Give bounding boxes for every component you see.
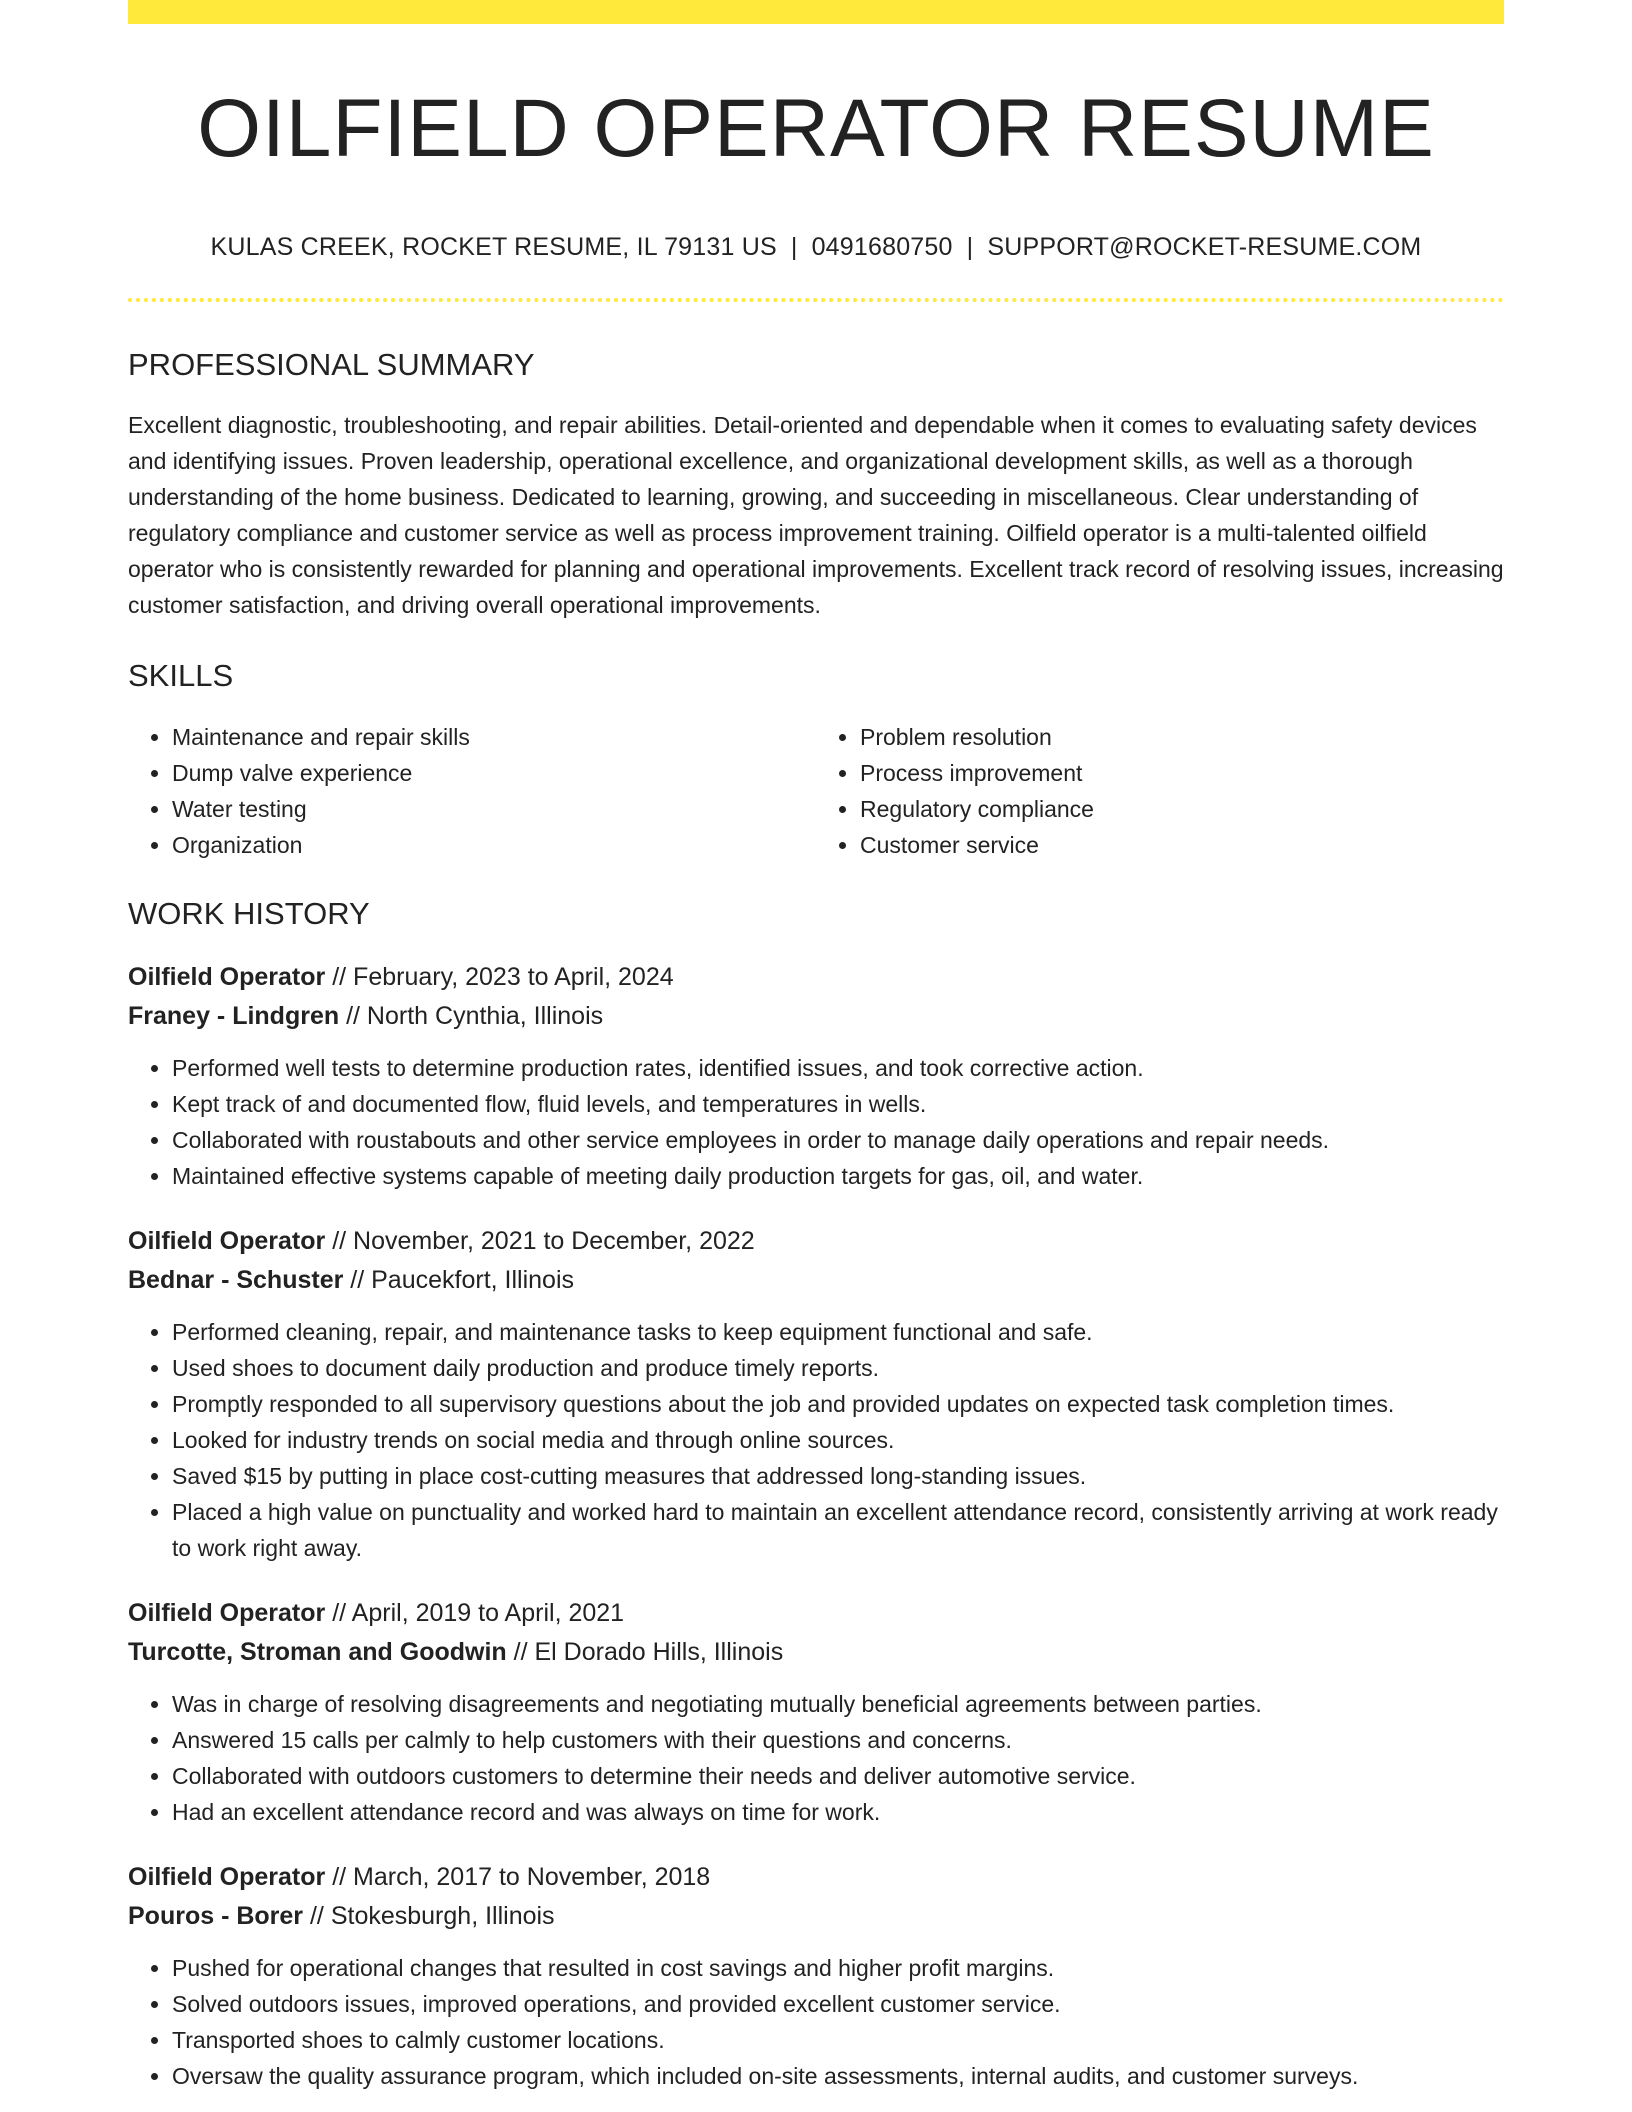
job-location: // El Dorado Hills, Illinois (513, 1637, 784, 1666)
job-company-line (128, 997, 1504, 1036)
skills-heading: SKILLS (128, 658, 234, 694)
skill-item: • Customer service (860, 827, 1504, 863)
job-dates: // March, 2017 to November, 2018 (332, 1862, 711, 1891)
job-bullet: • Oversaw the quality assurance program, which included on-site assessments, internal audits, and customer surveys. (172, 2058, 1504, 2094)
job-bullets (128, 1686, 1504, 1830)
skill-item: • Problem resolution (860, 719, 1504, 755)
job-company: Pouros - Borer (128, 1901, 304, 1930)
job-bullet: • Pushed for operational changes that resulted in cost savings and higher profit margins. (172, 1950, 1504, 1986)
job-entry (128, 1858, 1504, 2094)
job-company-line (128, 1261, 1504, 1300)
job-bullet: • Performed cleaning, repair, and maintenance tasks to keep equipment functional and safe. (172, 1314, 1504, 1350)
job-dates: // November, 2021 to December, 2022 (332, 1226, 755, 1255)
job-bullet: • Transported shoes to calmly customer locations. (172, 2022, 1504, 2058)
job-bullet: • Had an excellent attendance record and was always on time for work. (172, 1794, 1504, 1830)
resume-title: OILFIELD OPERATOR RESUME (197, 83, 1435, 174)
job-bullet: • Collaborated with outdoors customers to determine their needs and deliver automotive service. (172, 1758, 1504, 1794)
job-dates: // February, 2023 to April, 2024 (332, 962, 674, 991)
job-company: Franey - Lindgren (128, 1001, 340, 1030)
job-bullet: • Used shoes to document daily production and produce timely reports. (172, 1350, 1504, 1386)
job-location: // North Cynthia, Illinois (346, 1001, 604, 1030)
resume-content (128, 24, 1504, 2094)
job-title-line (128, 958, 1504, 997)
skill-item: • Water testing (172, 791, 816, 827)
job-bullet: • Maintained effective systems capable of meeting daily production targets for gas, oil, and water. (172, 1158, 1504, 1194)
job-company: Bednar - Schuster (128, 1265, 344, 1294)
job-entry (128, 1222, 1504, 1566)
job-company: Turcotte, Stroman and Goodwin (128, 1637, 507, 1666)
work-history-heading: WORK HISTORY (128, 895, 370, 931)
job-bullet: • Was in charge of resolving disagreements and negotiating mutually beneficial agreements between parties. (172, 1686, 1504, 1722)
skill-item: • Organization (172, 827, 816, 863)
skills-column-right (816, 719, 1504, 863)
skill-item: • Process improvement (860, 755, 1504, 791)
accent-bar (128, 0, 1504, 24)
contact-email: SUPPORT@ROCKET-RESUME.COM (987, 233, 1422, 262)
job-bullet: • Solved outdoors issues, improved operations, and provided excellent customer service. (172, 1986, 1504, 2022)
job-entry (128, 958, 1504, 1194)
contact-separator: | (790, 233, 798, 262)
job-bullet: • Performed well tests to determine production rates, identified issues, and took corrective action. (172, 1050, 1504, 1086)
skills-column-left (128, 719, 816, 863)
skill-item: • Dump valve experience (172, 755, 816, 791)
job-location: // Stokesburgh, Illinois (309, 1901, 555, 1930)
job-bullet: • Kept track of and documented flow, fluid levels, and temperatures in wells. (172, 1086, 1504, 1122)
job-bullet: • Placed a high value on punctuality and worked hard to maintain an excellent attendance record, consistently arriving at work ready to work right away. (172, 1494, 1504, 1566)
contact-address: KULAS CREEK, ROCKET RESUME, IL 79131 US (210, 233, 777, 262)
job-role: Oilfield Operator (128, 1598, 326, 1627)
job-role: Oilfield Operator (128, 1226, 326, 1255)
job-bullet: • Promptly responded to all supervisory questions about the job and provided updates on expected task completion times. (172, 1386, 1504, 1422)
job-title-line (128, 1222, 1504, 1261)
contact-line (128, 232, 1504, 262)
job-bullet: • Saved $15 by putting in place cost-cutting measures that addressed long-standing issues. (172, 1458, 1504, 1494)
summary-text: Excellent diagnostic, troubleshooting, and repair abilities. Detail-oriented and dependable when it comes to evaluating safety devices and identifying issues. Proven leadership, operational excellence, and organizational development skills, as well as a thorough understanding of the home business. Dedicated to learning, growing, and succeeding in miscellaneous. Clear understanding of regulatory compliance and customer service as well as process improvement training. Oilfield operator is a multi-talented oilfield operator who is consistently rewarded for planning and operational improvements. Excellent track record of resolving issues, increasing customer satisfaction, and driving overall operational improvements. (128, 412, 1504, 619)
job-bullets (128, 1050, 1504, 1194)
job-title-line (128, 1858, 1504, 1897)
job-role: Oilfield Operator (128, 962, 326, 991)
dotted-divider (128, 298, 1504, 302)
job-bullet: • Collaborated with roustabouts and other service employees in order to manage daily operations and repair needs. (172, 1122, 1504, 1158)
job-location: // Paucekfort, Illinois (350, 1265, 575, 1294)
job-bullets (128, 1314, 1504, 1566)
job-entry (128, 1594, 1504, 1830)
job-role: Oilfield Operator (128, 1862, 326, 1891)
job-title-line (128, 1594, 1504, 1633)
contact-separator: | (966, 233, 974, 262)
contact-phone: 0491680750 (811, 233, 953, 262)
summary-heading: PROFESSIONAL SUMMARY (128, 347, 535, 383)
job-bullet: • Answered 15 calls per calmly to help customers with their questions and concerns. (172, 1722, 1504, 1758)
job-bullets (128, 1950, 1504, 2094)
job-company-line (128, 1633, 1504, 1672)
skill-item: • Maintenance and repair skills (172, 719, 816, 755)
job-bullet: • Looked for industry trends on social media and through online sources. (172, 1422, 1504, 1458)
skills-list (128, 719, 1504, 863)
skill-item: • Regulatory compliance (860, 791, 1504, 827)
job-company-line (128, 1897, 1504, 1936)
job-dates: // April, 2019 to April, 2021 (332, 1598, 625, 1627)
